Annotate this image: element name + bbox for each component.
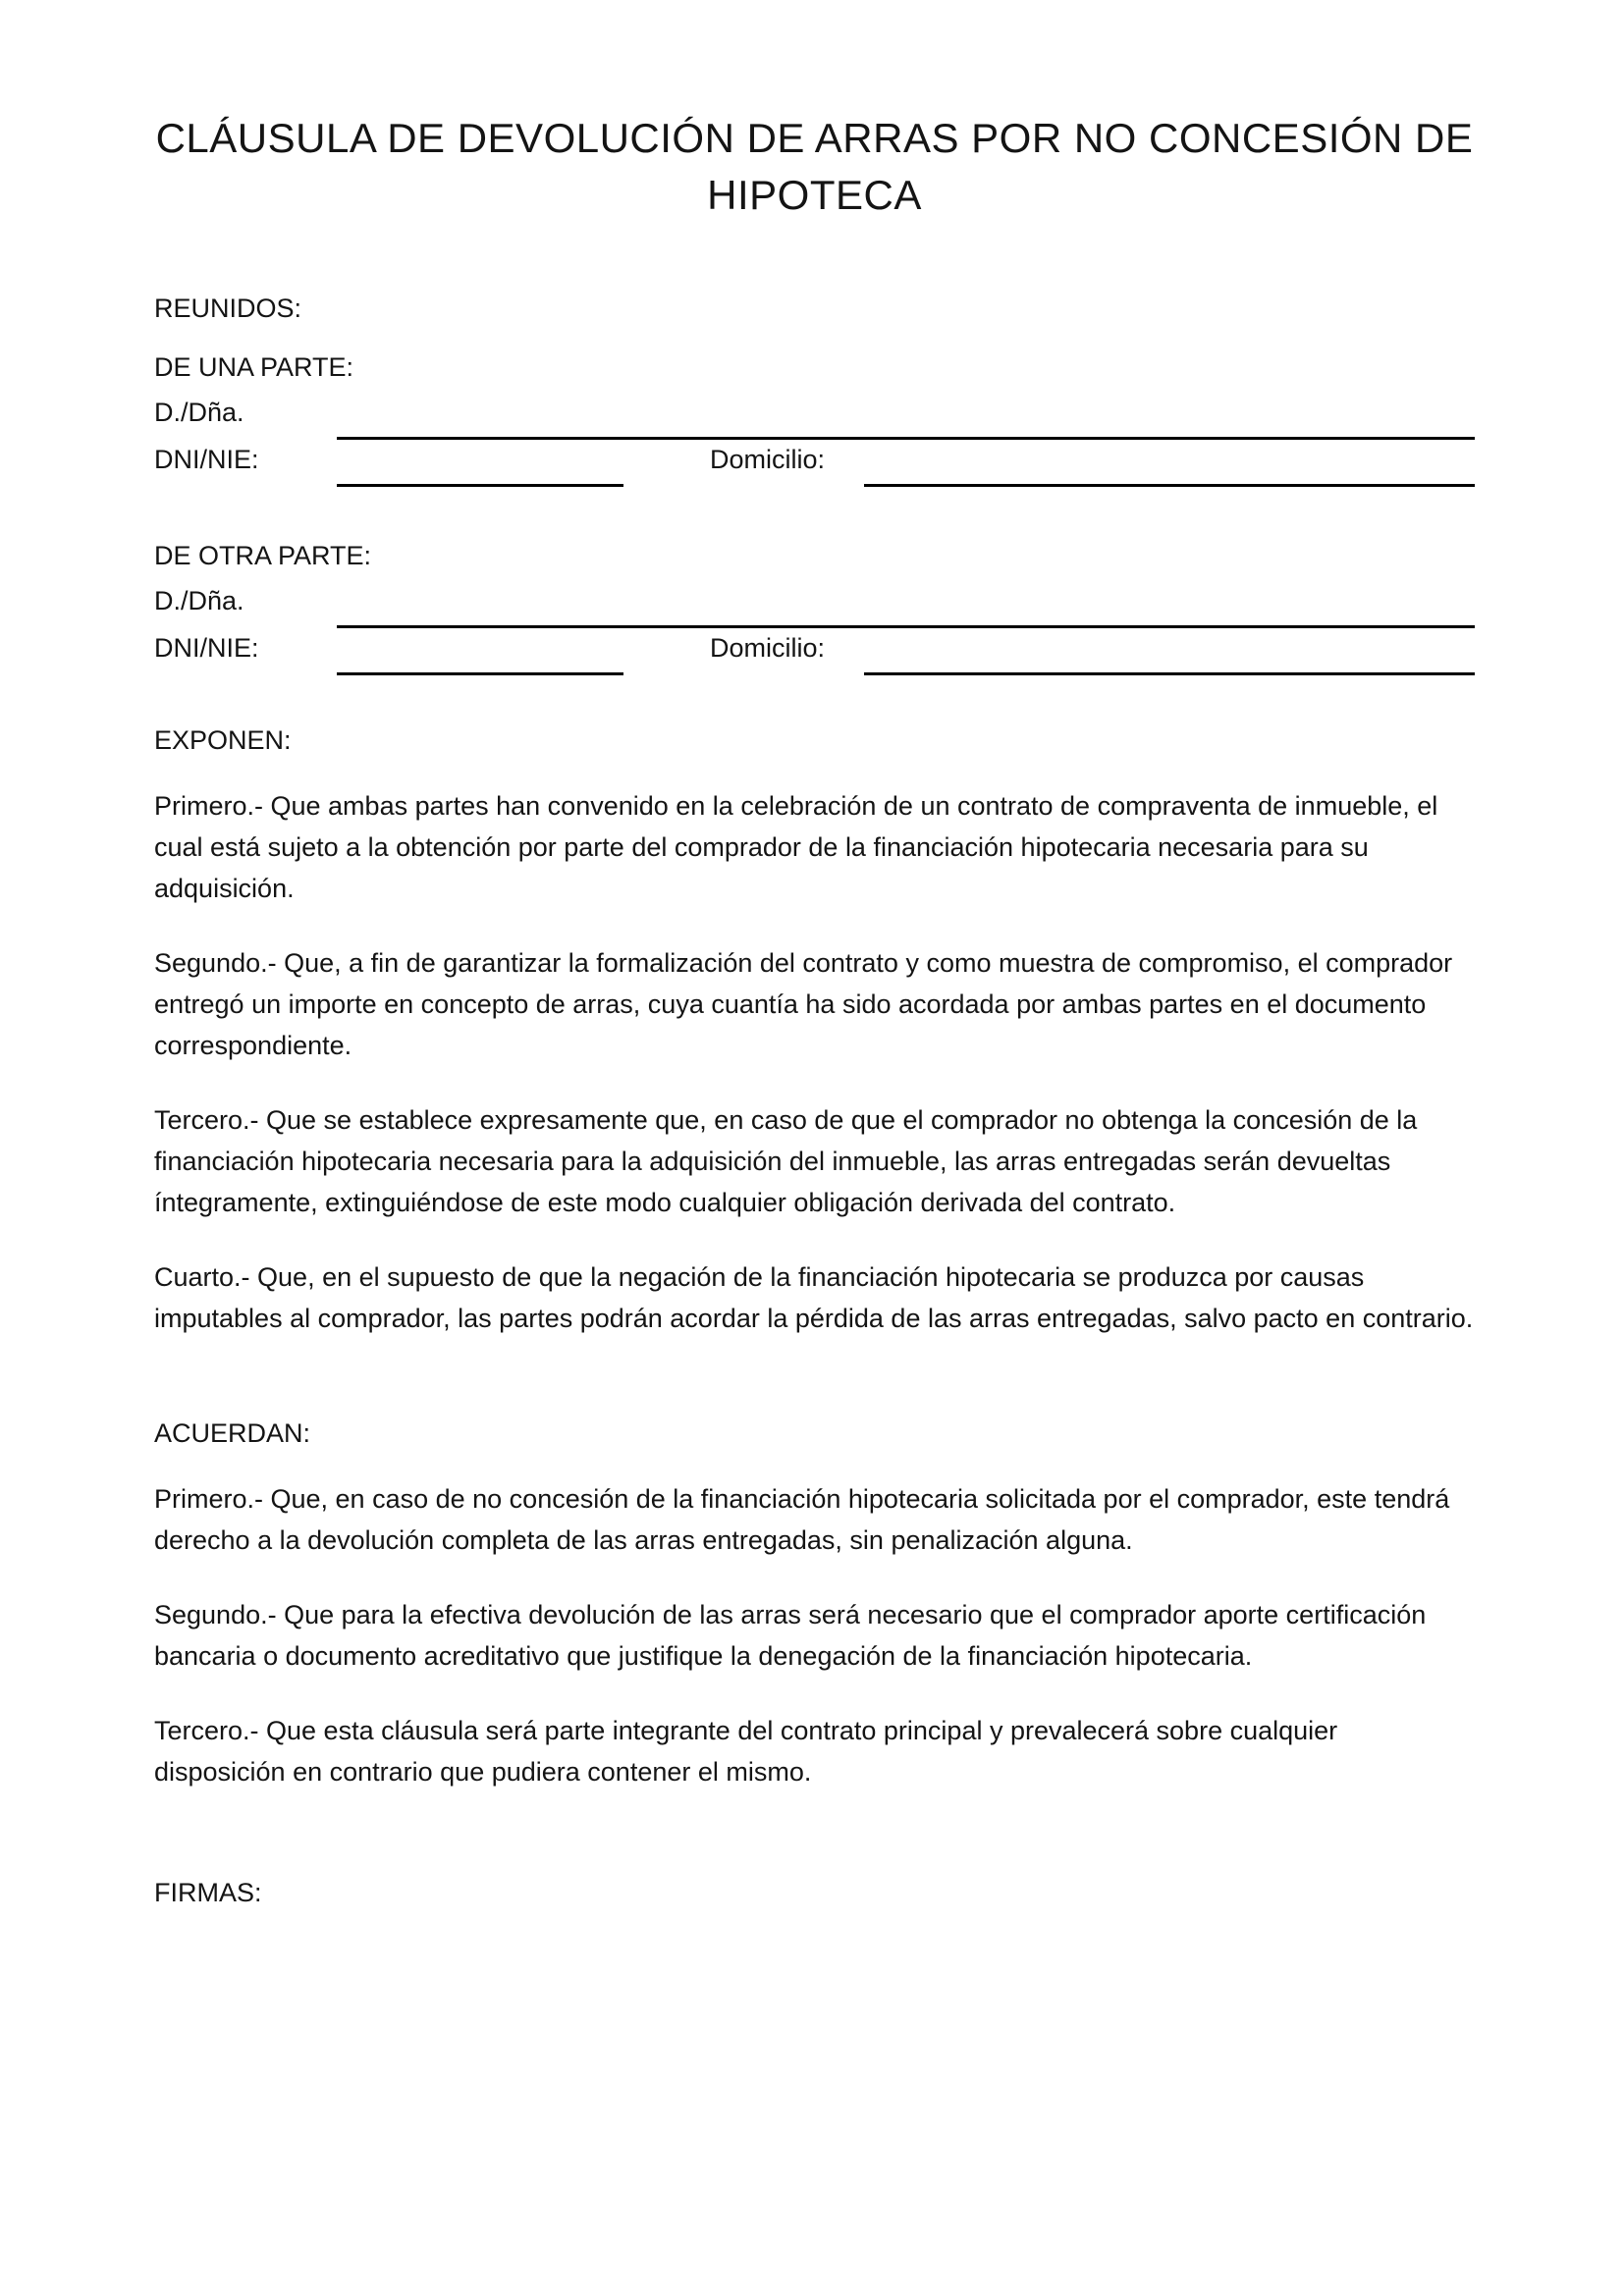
party1-dni-field[interactable] [337,445,623,487]
party2-domicilio-label: Domicilio: [710,633,826,663]
party2-name-field[interactable] [337,586,1475,628]
acuerdan-heading: ACUERDAN: [154,1418,311,1448]
exponen-section [154,724,1475,1339]
row-spacer [623,440,710,487]
exponen-clause-primero: Primero.- Que ambas partes han convenido en la celebración de un contrato de compraventa de inmueble, el cual está sujeto a la obtención por parte del comprador de la financiación hipotecaria necesaria para su adquisición. [154,791,1438,903]
party1-domicilio-field[interactable] [864,445,1475,487]
document-title: CLÁUSULA DE DEVOLUCIÓN DE ARRAS POR NO CONCESIÓN DE HIPOTECA [155,115,1474,218]
party2-name-label: D./Dña. [154,586,244,615]
party2-domicilio-field[interactable] [864,633,1475,675]
exponen-clause-segundo: Segundo.- Que, a fin de garantizar la formalización del contrato y como muestra de compromiso, el comprador entregó un importe en concepto de arras, cuya cuantía ha sido acordada por ambas partes en el documento correspondiente. [154,948,1453,1060]
party2-dni-label: DNI/NIE: [154,633,259,663]
firmas-heading: FIRMAS: [154,1878,262,1907]
party1-name-label: D./Dña. [154,398,244,427]
acuerdan-clause-segundo: Segundo.- Que para la efectiva devolución de las arras será necesario que el comprador aporte certificación bancaria o documento acreditativo que justifique la denegación de la financiación hipotecaria. [154,1600,1427,1671]
party2-heading: DE OTRA PARTE: [154,541,372,570]
acuerdan-clauses [154,1478,1475,1792]
row-spacer [623,628,710,675]
party2-id-row [154,628,1475,675]
acuerdan-section [154,1417,1475,1792]
party1-dni-label: DNI/NIE: [154,445,259,474]
exponen-heading: EXPONEN: [154,725,292,755]
exponen-clause-tercero: Tercero.- Que se establece expresamente que, en caso de que el comprador no obtenga la concesión de la financiación hipotecaria necesaria para la adquisición del inmueble, las arras entregadas serán devueltas íntegramente, extinguiéndose de este modo cualquier obligación derivada del contrato. [154,1105,1418,1217]
party1-name-row [154,391,1475,440]
party-block-1 [154,351,1475,487]
party1-id-row [154,440,1475,487]
acuerdan-clause-tercero: Tercero.- Que esta cláusula será parte integrante del contrato principal y prevalecerá sobre cualquier disposición en contrario que pudiera contener el mismo. [154,1716,1338,1787]
acuerdan-clause-primero: Primero.- Que, en caso de no concesión de la financiación hipotecaria solicitada por el comprador, este tendrá derecho a la devolución completa de las arras entregadas, sin penalización alguna. [154,1484,1450,1555]
party1-heading: DE UNA PARTE: [154,352,354,382]
reunidos-heading: REUNIDOS: [154,294,302,323]
party2-name-row [154,579,1475,628]
party2-dni-field[interactable] [337,633,623,675]
party1-name-field[interactable] [337,398,1475,440]
exponen-clauses [154,785,1475,1339]
exponen-clause-cuarto: Cuarto.- Que, en el supuesto de que la negación de la financiación hipotecaria se produzca por causas imputables al comprador, las partes podrán acordar la pérdida de las arras entregadas, salvo pacto en contrario. [154,1262,1474,1333]
party-block-2 [154,540,1475,675]
party1-domicilio-label: Domicilio: [710,445,826,474]
